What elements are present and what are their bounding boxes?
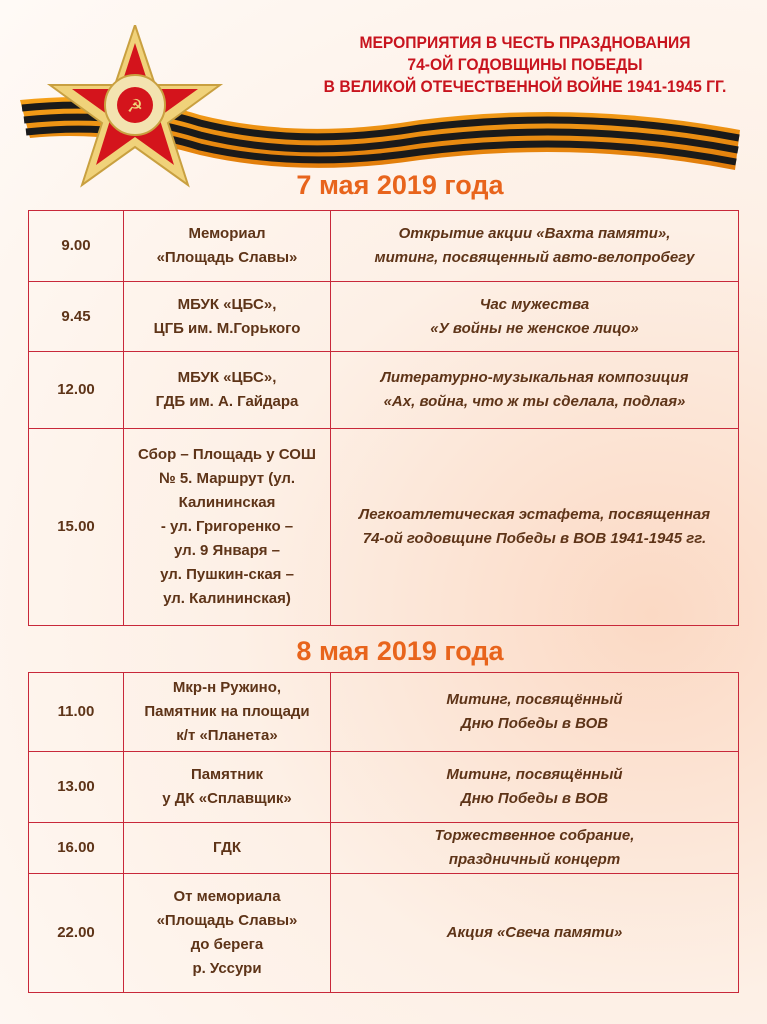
event-place-line: ГДБ им. А. Гайдара [155, 393, 299, 410]
event-place [124, 211, 331, 282]
table-row [29, 752, 739, 823]
day-heading: 7 мая 2019 года [296, 170, 504, 200]
title-line: МЕРОПРИЯТИЯ В ЧЕСТЬ ПРАЗДНОВАНИЯ [359, 33, 691, 52]
event-place-line: к/т «Планета» [176, 727, 278, 744]
table-row [29, 352, 739, 429]
event-place-line: Памятник [190, 766, 264, 783]
table-row [29, 429, 739, 626]
event-description-line: Открытие акции «Вахта памяти», [398, 225, 671, 242]
schedule-table-day-1 [28, 210, 739, 626]
event-description-line: праздничный концерт [448, 851, 621, 868]
table-row [29, 823, 739, 874]
event-time: 11.00 [29, 673, 124, 752]
event-time: 13.00 [29, 752, 124, 823]
event-description-line: Акция «Свеча памяти» [446, 924, 623, 941]
event-time: 16.00 [29, 823, 124, 874]
event-description [331, 673, 739, 752]
event-place-line: Памятник на площади [144, 703, 310, 720]
event-time: 9.00 [29, 211, 124, 282]
order-of-patriotic-war-emblem [40, 25, 230, 190]
event-place-line: - ул. Григоренко – [160, 518, 294, 535]
title-line: В ВЕЛИКОЙ ОТЕЧЕСТВЕННОЙ ВОЙНЕ 1941-1945 ГГ. [323, 77, 727, 96]
event-description [331, 874, 739, 993]
event-description-line: «У войны не женское лицо» [430, 319, 639, 337]
event-place-line: у ДК «Сплавщик» [162, 790, 292, 807]
event-time: 12.00 [29, 352, 124, 429]
event-place [124, 352, 331, 429]
event-time: 15.00 [29, 429, 124, 626]
event-place-line: р. Уссури [192, 960, 262, 977]
event-description-line: «Ах, война, что ж ты сделала, подлая» [383, 393, 686, 410]
event-description [331, 752, 739, 823]
event-place-line: «Площадь Славы» [156, 249, 298, 266]
event-place-line: ГДК [213, 839, 241, 856]
event-description-line: Митинг, посвящённый [446, 691, 623, 708]
event-description [331, 823, 739, 874]
table-row [29, 211, 739, 282]
event-description-line: Литературно-музыкальная композиция [380, 369, 689, 386]
event-place-line: ул. 9 Января – [174, 542, 280, 559]
schedule-table-day-2 [28, 672, 739, 993]
event-description-line: 74-ой годовщине Победы в ВОВ 1941-1945 гг. [362, 530, 707, 547]
event-description [331, 352, 739, 429]
event-description [331, 211, 739, 282]
event-place-line: Калининская [178, 494, 276, 511]
event-place-line: ул. Пушкин-ская – [160, 566, 294, 583]
event-description-line: митинг, посвященный авто-велопробегу [374, 249, 695, 266]
event-place-line: до берега [190, 936, 264, 953]
event-place-line: ЦГБ им. М.Горького [153, 319, 301, 337]
event-place-line: Мемориал [188, 225, 266, 242]
event-place-line: «Площадь Славы» [156, 912, 298, 929]
event-place-line: Сбор – Площадь у СОШ [138, 446, 316, 463]
event-place [124, 673, 331, 752]
svg-text:☭: ☭ [126, 96, 144, 116]
event-place [124, 282, 331, 352]
event-place-line: № 5. Маршрут (ул. [158, 470, 296, 487]
event-place-line: МБУК «ЦБС», [177, 369, 277, 386]
table-row [29, 874, 739, 993]
table-row [29, 282, 739, 352]
event-description-line: Дню Победы в ВОВ [460, 715, 609, 732]
event-place [124, 874, 331, 993]
event-place [124, 823, 331, 874]
event-place [124, 752, 331, 823]
event-description-line: Митинг, посвящённый [446, 766, 623, 783]
day-heading: 8 мая 2019 года [296, 636, 504, 666]
event-description-line: Легкоатлетическая эстафета, посвященная [358, 506, 711, 523]
title-line: 74-ОЙ ГОДОВЩИНЫ ПОБЕДЫ [407, 55, 643, 74]
event-description-line: Дню Победы в ВОВ [460, 790, 609, 807]
poster-title [304, 32, 746, 98]
event-place [124, 429, 331, 626]
event-description [331, 282, 739, 352]
event-place-line: Мкр-н Ружино, [172, 679, 282, 696]
event-place-line: ул. Калининская) [163, 590, 291, 607]
event-time: 22.00 [29, 874, 124, 993]
table-row [29, 673, 739, 752]
event-description-line: Час мужества [479, 295, 590, 313]
event-time: 9.45 [29, 282, 124, 352]
event-description-line: Торжественное собрание, [434, 827, 635, 844]
event-place-line: От мемориала [173, 888, 281, 905]
event-description [331, 429, 739, 626]
event-place-line: МБУК «ЦБС», [177, 295, 277, 313]
